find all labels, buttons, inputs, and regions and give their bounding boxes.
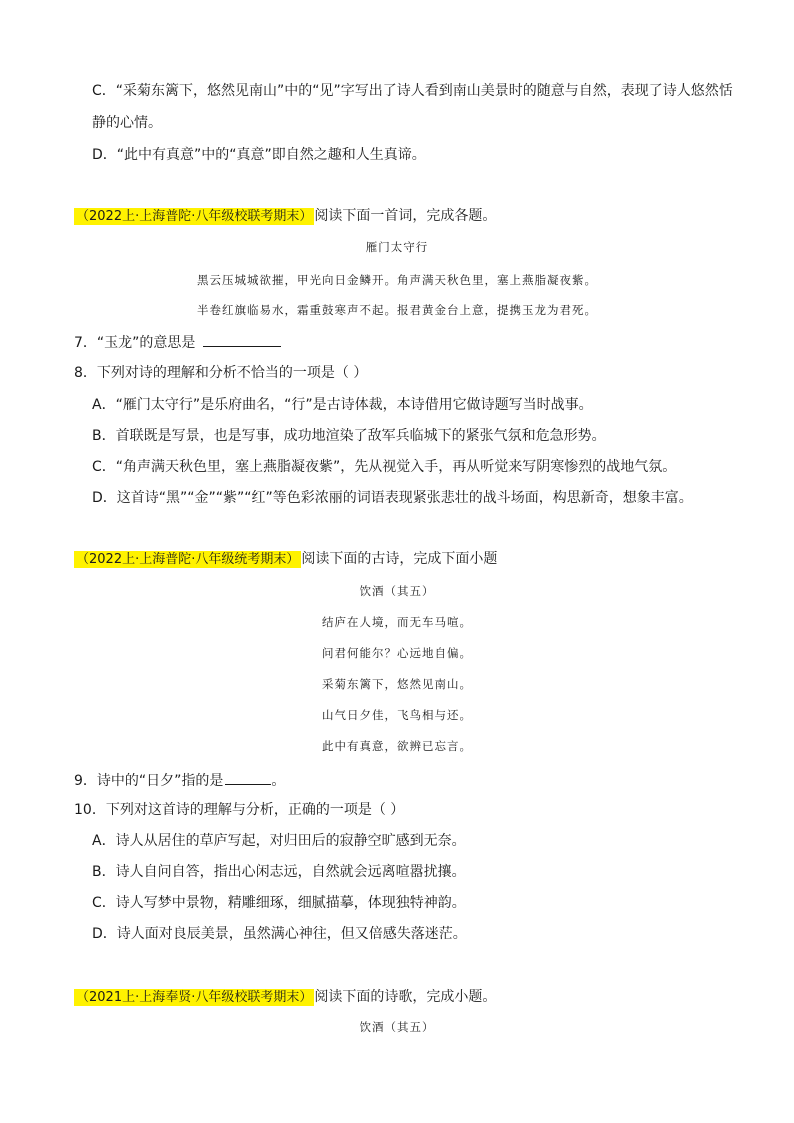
section2-poem-line-1: 结庐在人境，而无车马喧。 <box>322 615 472 629</box>
question-7 <box>74 332 281 352</box>
question-8-option-b: B．首联既是写景，也是写事，成功地渲染了敌军兵临城下的紧张气氛和危急形势。 <box>92 428 606 444</box>
question-9-answer-blank[interactable] <box>225 770 271 785</box>
section1-poem-line-1: 黑云压城城欲摧，甲光向日金鳞开。角声满天秋色里，塞上燕脂凝夜紫。 <box>197 273 597 287</box>
section2-poem-line-5: 此中有真意，欲辨已忘言。 <box>322 739 472 753</box>
section2-poem-title: 饮酒（其五） <box>359 584 435 598</box>
section1-poem-line-2: 半卷红旗临易水，霜重鼓寒声不起。报君黄金台上意，提携玉龙为君死。 <box>197 303 597 317</box>
question-8-option-a: A．“雁门太守行”是乐府曲名，“行”是古诗体裁，本诗借用它做诗题写当时战事。 <box>92 397 593 413</box>
question-8-option-c: C．“角声满天秋色里，塞上燕脂凝夜紫”，先从视觉入手，再从听觉来写阴寒惨烈的战地气氛。 <box>92 459 677 475</box>
option-d-prev: D．“此中有真意”中的“真意”即自然之趣和人生真谛。 <box>92 147 426 163</box>
section2-poem-line-3: 采菊东篱下，悠然见南山。 <box>322 677 472 691</box>
question-9-suffix: 。 <box>271 773 286 789</box>
question-10-option-d: D．诗人面对良辰美景，虽然满心神往，但又倍感失落迷茫。 <box>92 926 467 942</box>
option-c-prev: C．“采菊东篱下，悠然见南山”中的“见”字写出了诗人看到南山美景时的随意与自然，表现了诗人悠然恬 <box>92 83 733 99</box>
question-7-text: 7．“玉龙”的意思是 <box>74 335 196 351</box>
question-10-option-a: A．诗人从居住的草庐写起，对归田后的寂静空旷感到无奈。 <box>92 833 466 849</box>
section1-intro: 阅读下面一首词，完成各题。 <box>314 208 497 224</box>
question-10: 10．下列对这首诗的理解与分析，正确的一项是（ ） <box>74 802 405 818</box>
section2-header <box>74 550 497 569</box>
option-c-prev-continued: 静的心情。 <box>92 115 162 131</box>
section3-source-highlight: （2021上·上海奉贤·八年级校联考期末） <box>76 990 313 1005</box>
question-8: 8．下列对诗的理解和分析不恰当的一项是（ ） <box>74 365 368 381</box>
section1-header <box>74 207 496 226</box>
section3-header <box>74 988 496 1007</box>
question-8-option-d: D．这首诗“黑”“金”“紫”“红”等色彩浓丽的词语表现紧张悲壮的战斗场面，构思新奇，想象丰富。 <box>92 490 693 506</box>
section2-source-highlight: （2022上·上海普陀·八年级统考期末） <box>76 552 300 567</box>
section2-poem-line-2: 问君何能尔？心远地自偏。 <box>322 646 472 660</box>
question-9 <box>74 770 285 790</box>
question-10-option-c: C．诗人写梦中景物，精雕细琢，细腻描摹，体现独特神韵。 <box>92 895 466 911</box>
section3-poem-title: 饮酒（其五） <box>359 1020 435 1034</box>
question-7-answer-blank[interactable] <box>203 332 281 347</box>
section1-poem-title: 雁门太守行 <box>365 240 429 254</box>
question-9-text: 9．诗中的“日夕”指的是 <box>74 773 224 789</box>
section3-intro: 阅读下面的诗歌，完成小题。 <box>314 989 497 1005</box>
question-10-option-b: B．诗人自问自答，指出心闲志远，自然就会远离喧嚣扰攘。 <box>92 864 466 880</box>
section2-intro: 阅读下面的古诗，完成下面小题 <box>301 551 498 567</box>
section2-poem-line-4: 山气日夕佳，飞鸟相与还。 <box>322 708 472 722</box>
section1-source-highlight: （2022上·上海普陀·八年级校联考期末） <box>76 209 313 224</box>
